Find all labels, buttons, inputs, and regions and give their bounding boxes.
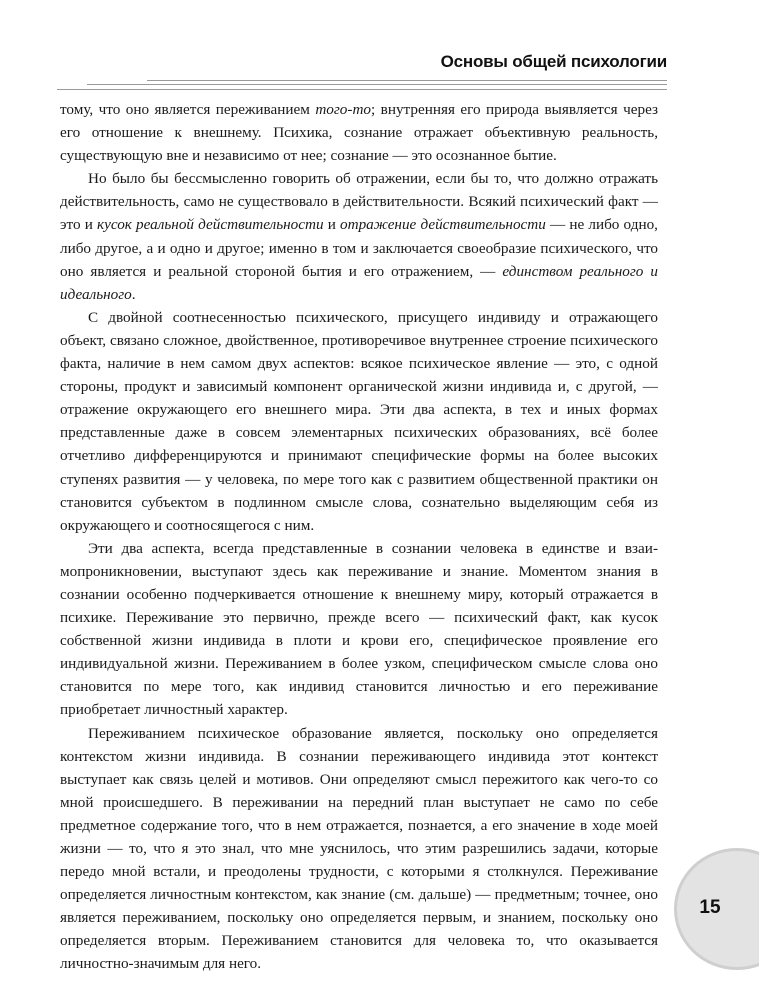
text-run: .: [131, 285, 136, 303]
text-run: Переживанием психическое образование является, поскольку оно определяется контекстом жизни индивида. В сознании переживающего индивида этот контекст выступает как связь целей и мотивов. Они определяют смысл пережитого как чего-то со мной происшедшего. В переживании на передний план выступает не само по себе предметное содержание того, что в нем отражается, познается, а его значение в ходе моей жизни — то, что я это знал, что мне уяснилось, что этим разрешились задачи, которые передо мной встали, и преодолены трудности, с которыми я столкнулся. Переживание определяется личностным контекстом, как знание (см. дальше) — предметным; точнее, оно является переживанием, поскольку оно определяется первым, и знанием, поскольку оно определяется вторым. Переживанием становится для человека то, что оказывается личностно-значимым для него.: [60, 724, 658, 973]
italic-text: единством реального и идеального: [60, 262, 658, 303]
paragraph: [60, 537, 658, 722]
text-run: и: [323, 216, 341, 234]
italic-text: кусок реальной действительности: [96, 216, 324, 234]
text-run: ; внутренняя его природа выявляется через его отношение к внешнему. Психика, сознание отражает объективную реальность, существующую вне и независимо от нее; сознание — это осознанное бытие.: [60, 101, 658, 165]
paragraph: [60, 98, 658, 167]
text-run: Эти два аспекта, всегда представленные в сознании человека в единстве и взаимопроникновении, выступают здесь как переживание и знание. Моментом знания в сознании особенно подчеркивается отношение к внешнему миру, который отражается в психике. Переживание это первично, прежде всего — психический факт, как кусок собственной жизни индивида в плоти и крови его, специфическое проявление его индивидуальной жизни. Переживанием в более узком, специфическом смысле слова оно становится по мере того, как индивид становится личностью и его переживание приобретает личностный характер.: [60, 539, 658, 719]
italic-text: отражение действительности: [340, 216, 546, 234]
page-number-badge: [674, 848, 759, 970]
text-run: — не либо одно, либо другое, а и одно и другое; именно в том и заключается своеобразие психического, что оно является и реальной стороной бытия и его отражением, —: [60, 216, 658, 280]
header-title: Основы общей психологии: [440, 52, 667, 71]
paragraph: [60, 722, 658, 976]
text-run: С двойной соотнесенностью психического, присущего индивиду и отражающего объект, связано сложное, двойственное, противоречивое внутреннее строение психического факта, наличие в нем самом двух аспектов: всякое психическое явление — это, с одной стороны, продукт и зависимый компонент органической жизни индивида и, с другой, — отражение окружающего его внешнего мира. Эти два аспекта, в тех и иных формах представленные даже в совсем элементарных психических образованиях, всё более отчетливо дифференцируются и принимают специфические формы на более высоких ступенях развития — у человека, по мере того как с развитием общественной практики он становится субъектом в подлинном смысле слова, сознательно выделяющим себя из окружающего и соотносящегося с ним.: [60, 308, 658, 534]
body-text: [60, 98, 658, 976]
header-rule: [87, 84, 667, 85]
header-rule: [147, 80, 667, 81]
paragraph: [60, 167, 658, 306]
paragraph: [60, 306, 658, 537]
text-run: Но было бы бессмысленно говорить об отражении, если бы то, что должно отражать действительность, само не существовало в действительности. Всякий психический факт — это и: [60, 170, 658, 234]
text-run: тому, что оно является переживанием: [60, 101, 316, 118]
italic-text: того-то: [315, 101, 372, 118]
page-number: 15: [699, 897, 721, 918]
header-rule: [57, 89, 667, 90]
